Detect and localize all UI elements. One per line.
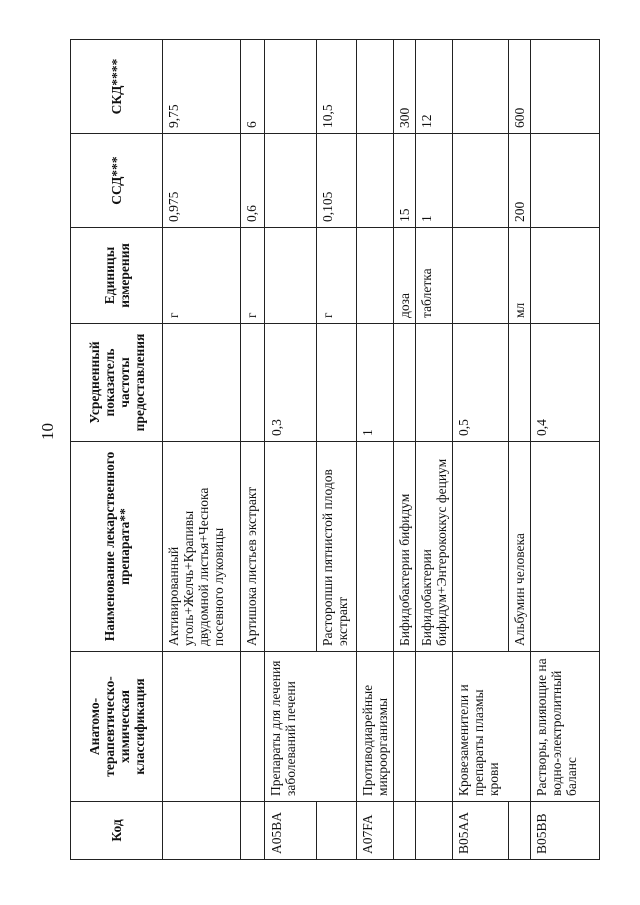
cell-skd: 12: [416, 40, 453, 134]
cell-code: [317, 802, 357, 860]
cell-avg: [241, 324, 265, 442]
cell-code: B05BB: [531, 802, 600, 860]
cell-avg: [416, 324, 453, 442]
cell-code: [416, 802, 453, 860]
cell-name: Активированный уголь+Желчь+Крапивы двудомной листья+Чеснока посевного луковицы: [163, 442, 241, 652]
cell-name: [531, 442, 600, 652]
cell-code: [163, 802, 241, 860]
rotated-table-container: [70, 40, 600, 860]
cell-unit: мл: [509, 228, 531, 324]
cell-code: A07FA: [357, 802, 394, 860]
cell-unit: [357, 228, 394, 324]
cell-atc: Препараты для лечения заболеваний печени: [265, 652, 317, 802]
cell-ssd: 15: [394, 134, 416, 228]
cell-ssd: [453, 134, 509, 228]
cell-avg: 0,3: [265, 324, 317, 442]
cell-avg: [394, 324, 416, 442]
cell-atc: Кровезаменители и препараты плазмы крови: [453, 652, 509, 802]
cell-avg: [509, 324, 531, 442]
cell-name: [357, 442, 394, 652]
drug-table: [70, 39, 600, 860]
cell-code: [394, 802, 416, 860]
cell-name: Альбумин человека: [509, 442, 531, 652]
table-row: [394, 40, 416, 860]
cell-code: A05BA: [265, 802, 317, 860]
cell-unit: [531, 228, 600, 324]
header-atc: Анатомо-терапевтическо-химическая классификация: [71, 652, 163, 802]
cell-avg: 0,4: [531, 324, 600, 442]
cell-code: B05AA: [453, 802, 509, 860]
cell-skd: 6: [241, 40, 265, 134]
table-row: [357, 40, 394, 860]
cell-ssd: 200: [509, 134, 531, 228]
cell-ssd: 0,975: [163, 134, 241, 228]
header-avg: Усредненный показатель частоты предоставления: [71, 324, 163, 442]
cell-atc: [163, 652, 241, 802]
cell-skd: 9,75: [163, 40, 241, 134]
table-row: [241, 40, 265, 860]
table-row: [416, 40, 453, 860]
cell-ssd: 1: [416, 134, 453, 228]
cell-skd: 300: [394, 40, 416, 134]
cell-skd: [265, 40, 317, 134]
cell-atc: [241, 652, 265, 802]
cell-unit: [265, 228, 317, 324]
table-header-row: [71, 40, 163, 860]
cell-unit: доза: [394, 228, 416, 324]
cell-avg: 0,5: [453, 324, 509, 442]
header-ssd: ССД***: [71, 134, 163, 228]
cell-skd: [453, 40, 509, 134]
cell-unit: г: [241, 228, 265, 324]
cell-atc: [317, 652, 357, 802]
table-row: [265, 40, 317, 860]
cell-avg: [317, 324, 357, 442]
cell-name: Бифидобактерии бифидум+Энтерококкус фециум: [416, 442, 453, 652]
cell-ssd: [357, 134, 394, 228]
page-number: 10: [38, 423, 57, 440]
cell-name: [453, 442, 509, 652]
cell-skd: 600: [509, 40, 531, 134]
table-row: [453, 40, 509, 860]
cell-atc: [394, 652, 416, 802]
cell-ssd: [265, 134, 317, 228]
cell-skd: [531, 40, 600, 134]
cell-avg: 1: [357, 324, 394, 442]
cell-atc: [509, 652, 531, 802]
cell-unit: г: [317, 228, 357, 324]
cell-skd: 10,5: [317, 40, 357, 134]
cell-avg: [163, 324, 241, 442]
table-row: [531, 40, 600, 860]
cell-unit: г: [163, 228, 241, 324]
cell-code: [241, 802, 265, 860]
table-row: [509, 40, 531, 860]
header-unit: Единицы измерения: [71, 228, 163, 324]
header-code: Код: [71, 802, 163, 860]
cell-name: Бифидобактерии бифидум: [394, 442, 416, 652]
cell-atc: Противодиарейные микроорганизмы: [357, 652, 394, 802]
cell-atc: Растворы, влияющие на водно-электролитный баланс: [531, 652, 600, 802]
cell-atc: [416, 652, 453, 802]
cell-skd: [357, 40, 394, 134]
header-name: Наименование лекарственного препарата**: [71, 442, 163, 652]
cell-code: [509, 802, 531, 860]
cell-ssd: 0,6: [241, 134, 265, 228]
cell-name: [265, 442, 317, 652]
cell-unit: таблетка: [416, 228, 453, 324]
table-row: [317, 40, 357, 860]
cell-ssd: 0,105: [317, 134, 357, 228]
header-skd: СКД****: [71, 40, 163, 134]
cell-name: Расторопши пятнистой плодов экстракт: [317, 442, 357, 652]
cell-unit: [453, 228, 509, 324]
cell-name: Артишока листьев экстракт: [241, 442, 265, 652]
cell-ssd: [531, 134, 600, 228]
table-row: [163, 40, 241, 860]
